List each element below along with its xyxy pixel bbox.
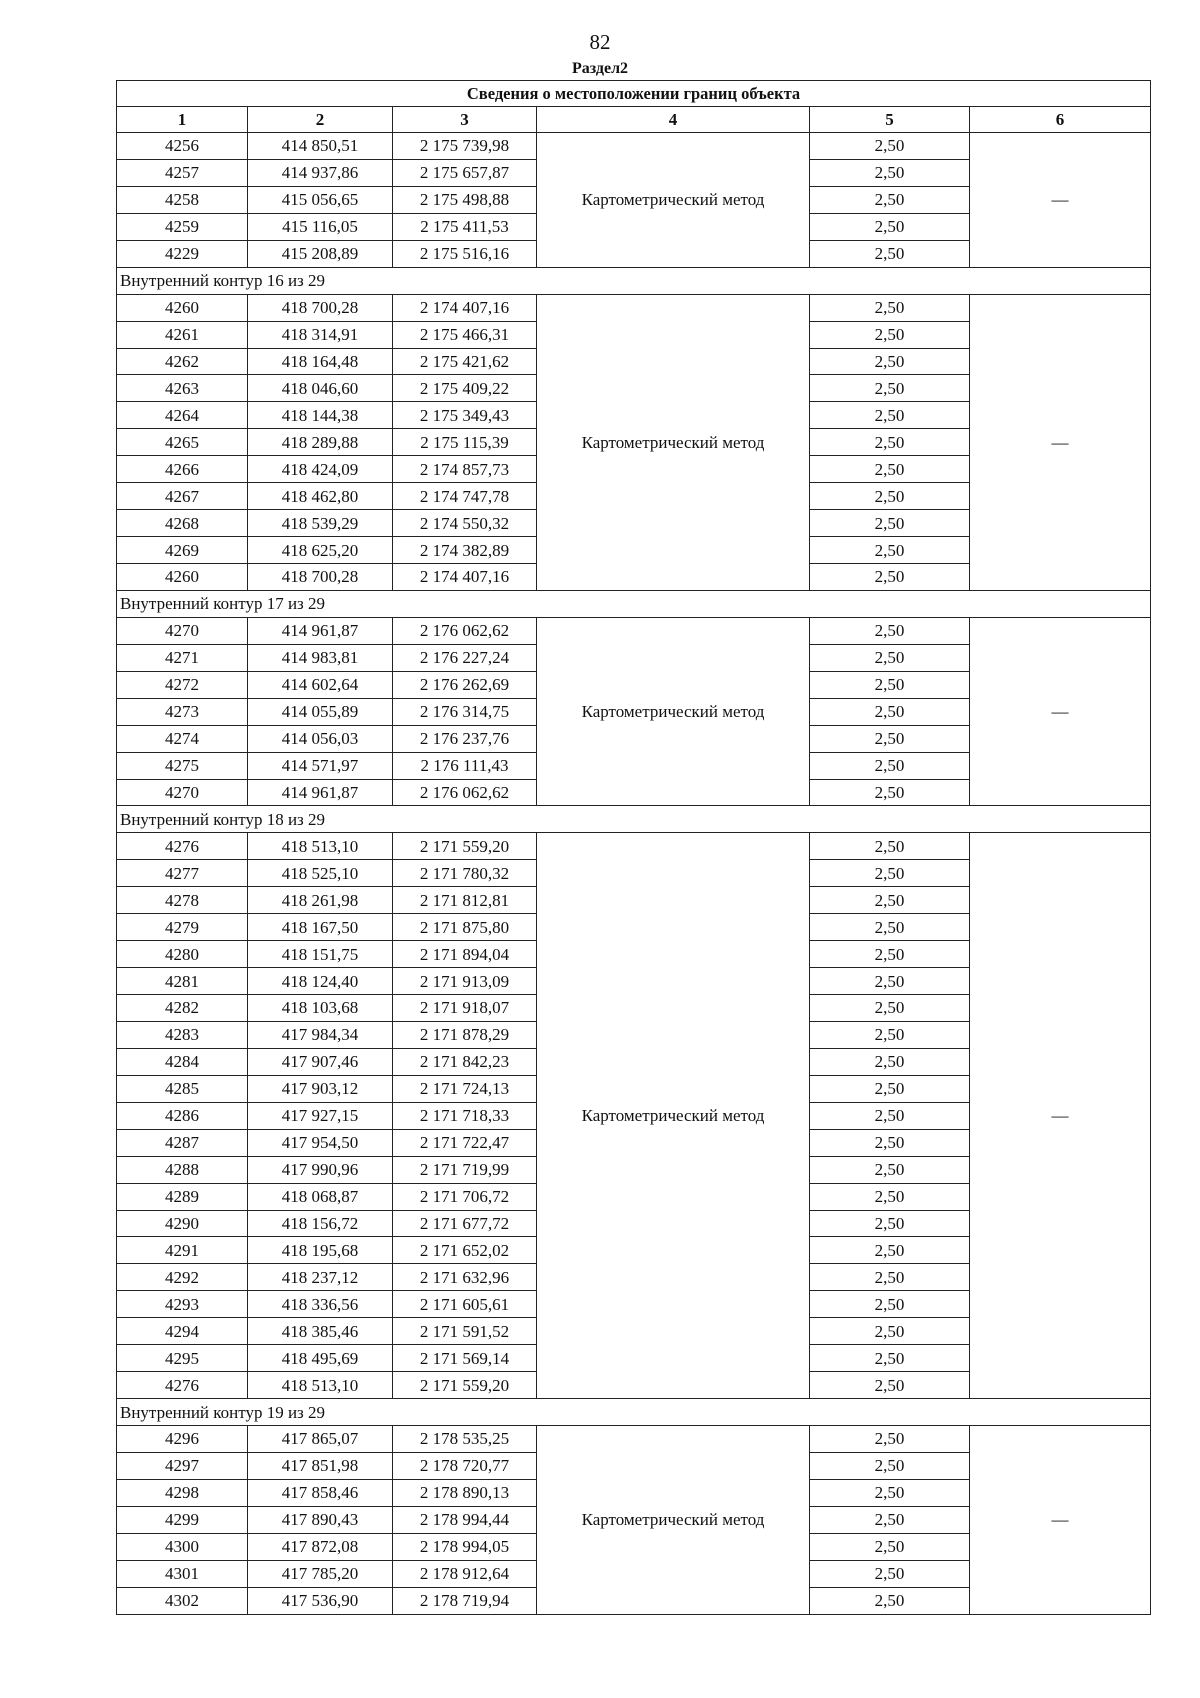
boundary-coordinates-table	[116, 80, 1151, 1615]
coordinate-y-cell: 2 175 411,53	[393, 213, 537, 240]
method-cell: Картометрический метод	[537, 294, 810, 590]
coordinate-y-cell: 2 176 262,69	[393, 671, 537, 698]
contour-header: Внутренний контур 18 из 29	[117, 806, 1151, 833]
coordinate-y-cell: 2 171 842,23	[393, 1048, 537, 1075]
accuracy-cell: 2,50	[810, 159, 970, 186]
accuracy-cell: 2,50	[810, 1183, 970, 1210]
accuracy-cell: 2,50	[810, 1533, 970, 1560]
coordinate-x-cell: 417 984,34	[248, 1021, 393, 1048]
note-cell: —	[970, 617, 1151, 806]
coordinate-y-cell: 2 175 421,62	[393, 348, 537, 375]
coordinate-x-cell: 414 055,89	[248, 698, 393, 725]
coordinate-x-cell: 418 195,68	[248, 1237, 393, 1264]
accuracy-cell: 2,50	[810, 348, 970, 375]
point-number-cell: 4289	[117, 1183, 248, 1210]
coordinate-x-cell: 418 385,46	[248, 1318, 393, 1345]
accuracy-cell: 2,50	[810, 752, 970, 779]
coordinate-x-cell: 417 907,46	[248, 1048, 393, 1075]
point-number-cell: 4271	[117, 644, 248, 671]
point-number-cell: 4301	[117, 1560, 248, 1587]
coordinate-y-cell: 2 171 677,72	[393, 1210, 537, 1237]
column-number-row	[117, 107, 1151, 133]
coordinate-y-cell: 2 171 591,52	[393, 1318, 537, 1345]
accuracy-cell: 2,50	[810, 1129, 970, 1156]
point-number-cell: 4272	[117, 671, 248, 698]
coordinate-x-cell: 418 237,12	[248, 1264, 393, 1291]
point-number-cell: 4268	[117, 510, 248, 537]
accuracy-cell: 2,50	[810, 133, 970, 160]
table-caption: Сведения о местоположении границ объекта	[117, 81, 1151, 107]
coordinate-y-cell: 2 175 739,98	[393, 133, 537, 160]
point-number-cell: 4298	[117, 1479, 248, 1506]
coordinate-x-cell: 418 289,88	[248, 429, 393, 456]
point-number-cell: 4263	[117, 375, 248, 402]
table-row	[117, 617, 1151, 644]
point-number-cell: 4273	[117, 698, 248, 725]
accuracy-cell: 2,50	[810, 1560, 970, 1587]
point-number-cell: 4284	[117, 1048, 248, 1075]
coordinate-y-cell: 2 171 652,02	[393, 1237, 537, 1264]
column-number: 4	[537, 107, 810, 133]
coordinate-x-cell: 414 056,03	[248, 725, 393, 752]
coordinate-y-cell: 2 171 894,04	[393, 941, 537, 968]
coordinate-x-cell: 418 700,28	[248, 564, 393, 591]
coordinate-y-cell: 2 175 349,43	[393, 402, 537, 429]
accuracy-cell: 2,50	[810, 1156, 970, 1183]
point-number-cell: 4261	[117, 321, 248, 348]
coordinate-x-cell: 418 462,80	[248, 483, 393, 510]
column-number: 6	[970, 107, 1151, 133]
coordinate-x-cell: 418 424,09	[248, 456, 393, 483]
accuracy-cell: 2,50	[810, 968, 970, 995]
point-number-cell: 4269	[117, 537, 248, 564]
coordinate-x-cell: 418 068,87	[248, 1183, 393, 1210]
coordinate-x-cell: 417 927,15	[248, 1102, 393, 1129]
coordinate-y-cell: 2 178 890,13	[393, 1479, 537, 1506]
point-number-cell: 4300	[117, 1533, 248, 1560]
coordinate-x-cell: 417 851,98	[248, 1452, 393, 1479]
accuracy-cell: 2,50	[810, 321, 970, 348]
accuracy-cell: 2,50	[810, 1210, 970, 1237]
point-number-cell: 4291	[117, 1237, 248, 1264]
coordinate-y-cell: 2 178 719,94	[393, 1587, 537, 1614]
accuracy-cell: 2,50	[810, 537, 970, 564]
accuracy-cell: 2,50	[810, 995, 970, 1022]
coordinate-x-cell: 418 151,75	[248, 941, 393, 968]
coordinate-x-cell: 417 872,08	[248, 1533, 393, 1560]
accuracy-cell: 2,50	[810, 294, 970, 321]
coordinate-x-cell: 418 625,20	[248, 537, 393, 564]
coordinate-x-cell: 418 046,60	[248, 375, 393, 402]
coordinate-y-cell: 2 176 314,75	[393, 698, 537, 725]
point-number-cell: 4282	[117, 995, 248, 1022]
column-number: 1	[117, 107, 248, 133]
coordinate-x-cell: 417 865,07	[248, 1426, 393, 1453]
coordinate-y-cell: 2 178 720,77	[393, 1452, 537, 1479]
note-cell: —	[970, 294, 1151, 590]
accuracy-cell: 2,50	[810, 1345, 970, 1372]
contour-header: Внутренний контур 16 из 29	[117, 267, 1151, 294]
point-number-cell: 4294	[117, 1318, 248, 1345]
point-number-cell: 4280	[117, 941, 248, 968]
accuracy-cell: 2,50	[810, 402, 970, 429]
coordinate-x-cell: 415 208,89	[248, 240, 393, 267]
accuracy-cell: 2,50	[810, 1452, 970, 1479]
coordinate-y-cell: 2 174 382,89	[393, 537, 537, 564]
coordinate-y-cell: 2 175 409,22	[393, 375, 537, 402]
coordinate-x-cell: 418 495,69	[248, 1345, 393, 1372]
point-number-cell: 4259	[117, 213, 248, 240]
coordinate-y-cell: 2 171 632,96	[393, 1264, 537, 1291]
coordinate-y-cell: 2 171 878,29	[393, 1021, 537, 1048]
coordinate-x-cell: 417 954,50	[248, 1129, 393, 1156]
coordinate-y-cell: 2 175 115,39	[393, 429, 537, 456]
table-caption-row	[117, 81, 1151, 107]
point-number-cell: 4270	[117, 779, 248, 806]
coordinate-x-cell: 415 116,05	[248, 213, 393, 240]
column-number: 5	[810, 107, 970, 133]
coordinate-y-cell: 2 174 857,73	[393, 456, 537, 483]
table-row	[117, 1426, 1151, 1453]
coordinate-y-cell: 2 171 559,20	[393, 833, 537, 860]
coordinate-y-cell: 2 171 812,81	[393, 887, 537, 914]
coordinate-y-cell: 2 174 407,16	[393, 564, 537, 591]
contour-header: Внутренний контур 17 из 29	[117, 590, 1151, 617]
accuracy-cell: 2,50	[810, 833, 970, 860]
accuracy-cell: 2,50	[810, 483, 970, 510]
point-number-cell: 4299	[117, 1506, 248, 1533]
accuracy-cell: 2,50	[810, 698, 970, 725]
accuracy-cell: 2,50	[810, 725, 970, 752]
coordinate-y-cell: 2 176 062,62	[393, 779, 537, 806]
coordinate-y-cell: 2 171 559,20	[393, 1372, 537, 1399]
point-number-cell: 4302	[117, 1587, 248, 1614]
accuracy-cell: 2,50	[810, 186, 970, 213]
point-number-cell: 4277	[117, 860, 248, 887]
point-number-cell: 4264	[117, 402, 248, 429]
accuracy-cell: 2,50	[810, 1102, 970, 1129]
coordinate-x-cell: 418 336,56	[248, 1291, 393, 1318]
column-number: 2	[248, 107, 393, 133]
contour-header: Внутренний контур 19 из 29	[117, 1399, 1151, 1426]
point-number-cell: 4274	[117, 725, 248, 752]
coordinate-x-cell: 414 961,87	[248, 617, 393, 644]
coordinate-y-cell: 2 174 550,32	[393, 510, 537, 537]
accuracy-cell: 2,50	[810, 1587, 970, 1614]
accuracy-cell: 2,50	[810, 429, 970, 456]
coordinate-y-cell: 2 171 875,80	[393, 914, 537, 941]
accuracy-cell: 2,50	[810, 887, 970, 914]
note-cell: —	[970, 133, 1151, 268]
coordinate-x-cell: 418 261,98	[248, 887, 393, 914]
coordinate-x-cell: 417 536,90	[248, 1587, 393, 1614]
point-number-cell: 4275	[117, 752, 248, 779]
accuracy-cell: 2,50	[810, 617, 970, 644]
point-number-cell: 4292	[117, 1264, 248, 1291]
accuracy-cell: 2,50	[810, 1318, 970, 1345]
point-number-cell: 4258	[117, 186, 248, 213]
point-number-cell: 4285	[117, 1075, 248, 1102]
accuracy-cell: 2,50	[810, 644, 970, 671]
table-row	[117, 294, 1151, 321]
coordinate-y-cell: 2 171 913,09	[393, 968, 537, 995]
method-cell: Картометрический метод	[537, 833, 810, 1399]
accuracy-cell: 2,50	[810, 564, 970, 591]
coordinate-y-cell: 2 178 535,25	[393, 1426, 537, 1453]
coordinate-x-cell: 418 513,10	[248, 1372, 393, 1399]
coordinate-x-cell: 418 700,28	[248, 294, 393, 321]
coordinate-x-cell: 418 164,48	[248, 348, 393, 375]
coordinate-x-cell: 418 103,68	[248, 995, 393, 1022]
coordinate-y-cell: 2 171 718,33	[393, 1102, 537, 1129]
coordinate-y-cell: 2 176 111,43	[393, 752, 537, 779]
table-row	[117, 833, 1151, 860]
coordinate-x-cell: 417 990,96	[248, 1156, 393, 1183]
coordinate-y-cell: 2 171 722,47	[393, 1129, 537, 1156]
section-title: Раздел2	[571, 60, 629, 77]
accuracy-cell: 2,50	[810, 1506, 970, 1533]
accuracy-cell: 2,50	[810, 456, 970, 483]
coordinate-y-cell: 2 176 062,62	[393, 617, 537, 644]
point-number-cell: 4229	[117, 240, 248, 267]
point-number-cell: 4286	[117, 1102, 248, 1129]
accuracy-cell: 2,50	[810, 1021, 970, 1048]
point-number-cell: 4276	[117, 833, 248, 860]
accuracy-cell: 2,50	[810, 1075, 970, 1102]
coordinate-y-cell: 2 171 918,07	[393, 995, 537, 1022]
accuracy-cell: 2,50	[810, 1237, 970, 1264]
point-number-cell: 4283	[117, 1021, 248, 1048]
accuracy-cell: 2,50	[810, 671, 970, 698]
coordinate-y-cell: 2 176 237,76	[393, 725, 537, 752]
coordinate-y-cell: 2 175 498,88	[393, 186, 537, 213]
point-number-cell: 4281	[117, 968, 248, 995]
coordinate-y-cell: 2 171 780,32	[393, 860, 537, 887]
point-number-cell: 4256	[117, 133, 248, 160]
contour-header-row	[117, 806, 1151, 833]
coordinate-y-cell: 2 171 724,13	[393, 1075, 537, 1102]
coordinate-x-cell: 418 144,38	[248, 402, 393, 429]
coordinate-x-cell: 418 513,10	[248, 833, 393, 860]
accuracy-cell: 2,50	[810, 1291, 970, 1318]
coordinate-y-cell: 2 178 994,05	[393, 1533, 537, 1560]
coordinate-x-cell: 418 314,91	[248, 321, 393, 348]
accuracy-cell: 2,50	[810, 1264, 970, 1291]
coordinate-x-cell: 414 961,87	[248, 779, 393, 806]
point-number-cell: 4293	[117, 1291, 248, 1318]
coordinate-x-cell: 418 525,10	[248, 860, 393, 887]
point-number-cell: 4297	[117, 1452, 248, 1479]
point-number-cell: 4262	[117, 348, 248, 375]
coordinate-x-cell: 418 167,50	[248, 914, 393, 941]
point-number-cell: 4265	[117, 429, 248, 456]
accuracy-cell: 2,50	[810, 1048, 970, 1075]
coordinate-y-cell: 2 176 227,24	[393, 644, 537, 671]
coordinate-x-cell: 417 890,43	[248, 1506, 393, 1533]
column-number: 3	[393, 107, 537, 133]
contour-header-row	[117, 590, 1151, 617]
accuracy-cell: 2,50	[810, 375, 970, 402]
accuracy-cell: 2,50	[810, 240, 970, 267]
coordinate-y-cell: 2 178 994,44	[393, 1506, 537, 1533]
coordinate-y-cell: 2 171 706,72	[393, 1183, 537, 1210]
note-cell: —	[970, 1426, 1151, 1615]
coordinate-x-cell: 414 571,97	[248, 752, 393, 779]
coordinate-y-cell: 2 175 657,87	[393, 159, 537, 186]
coordinate-x-cell: 417 858,46	[248, 1479, 393, 1506]
coordinate-x-cell: 414 602,64	[248, 671, 393, 698]
coordinate-y-cell: 2 174 407,16	[393, 294, 537, 321]
coordinate-x-cell: 414 937,86	[248, 159, 393, 186]
coordinate-y-cell: 2 175 466,31	[393, 321, 537, 348]
point-number-cell: 4260	[117, 564, 248, 591]
point-number-cell: 4270	[117, 617, 248, 644]
accuracy-cell: 2,50	[810, 1479, 970, 1506]
point-number-cell: 4267	[117, 483, 248, 510]
accuracy-cell: 2,50	[810, 914, 970, 941]
coordinate-x-cell: 414 850,51	[248, 133, 393, 160]
accuracy-cell: 2,50	[810, 213, 970, 240]
coordinate-x-cell: 414 983,81	[248, 644, 393, 671]
contour-header-row	[117, 267, 1151, 294]
coordinate-x-cell: 418 156,72	[248, 1210, 393, 1237]
accuracy-cell: 2,50	[810, 510, 970, 537]
coordinate-y-cell: 2 178 912,64	[393, 1560, 537, 1587]
coordinate-x-cell: 417 785,20	[248, 1560, 393, 1587]
point-number-cell: 4296	[117, 1426, 248, 1453]
point-number-cell: 4295	[117, 1345, 248, 1372]
accuracy-cell: 2,50	[810, 860, 970, 887]
point-number-cell: 4266	[117, 456, 248, 483]
table-row	[117, 133, 1151, 160]
point-number-cell: 4260	[117, 294, 248, 321]
accuracy-cell: 2,50	[810, 1372, 970, 1399]
point-number-cell: 4288	[117, 1156, 248, 1183]
note-cell: —	[970, 833, 1151, 1399]
point-number-cell: 4279	[117, 914, 248, 941]
contour-header-row	[117, 1399, 1151, 1426]
coordinate-x-cell: 415 056,65	[248, 186, 393, 213]
point-number-cell: 4257	[117, 159, 248, 186]
method-cell: Картометрический метод	[537, 617, 810, 806]
accuracy-cell: 2,50	[810, 941, 970, 968]
coordinate-x-cell: 417 903,12	[248, 1075, 393, 1102]
coordinate-x-cell: 418 539,29	[248, 510, 393, 537]
coordinate-y-cell: 2 171 569,14	[393, 1345, 537, 1372]
point-number-cell: 4278	[117, 887, 248, 914]
coordinate-y-cell: 2 171 605,61	[393, 1291, 537, 1318]
point-number-cell: 4276	[117, 1372, 248, 1399]
coordinate-y-cell: 2 175 516,16	[393, 240, 537, 267]
coordinate-x-cell: 418 124,40	[248, 968, 393, 995]
page-number: 82	[589, 30, 611, 54]
method-cell: Картометрический метод	[537, 133, 810, 268]
point-number-cell: 4290	[117, 1210, 248, 1237]
method-cell: Картометрический метод	[537, 1426, 810, 1615]
accuracy-cell: 2,50	[810, 779, 970, 806]
coordinate-y-cell: 2 171 719,99	[393, 1156, 537, 1183]
accuracy-cell: 2,50	[810, 1426, 970, 1453]
coordinate-y-cell: 2 174 747,78	[393, 483, 537, 510]
point-number-cell: 4287	[117, 1129, 248, 1156]
